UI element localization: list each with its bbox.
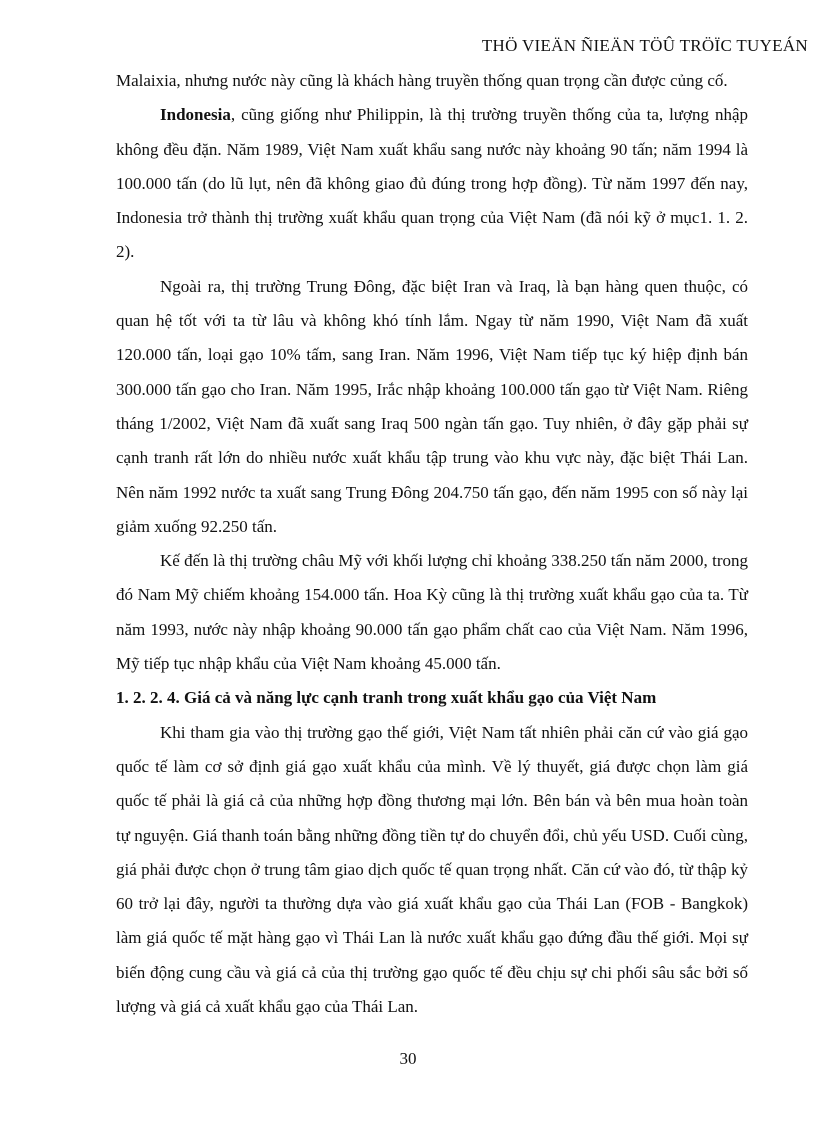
paragraph-malaixia: Malaixia, nhưng nước này cũng là khách hàng truyền thống quan trọng cần được củng cố. [116, 71, 728, 90]
paragraph-middle-east: Ngoài ra, thị trường Trung Đông, đặc biệt Iran và Iraq, là bạn hàng quen thuộc, có quan hệ tốt với ta từ lâu và không khó tính lắm. Ngay từ năm 1990, Việt Nam đã xuất 120.000 tấn, loại gạo 10% tấm, sang Iran. Năm 1996, Việt Nam tiếp tục ký hiệp định bán 300.000 tấn gạo cho Iran. Năm 1995, Irắc nhập khoảng 100.000 tấn gạo từ Việt Nam. Riêng tháng 1/2002, Việt Nam đã xuất sang Iraq 500 ngàn tấn gạo. Tuy nhiên, ở đây gặp phải sự cạnh tranh rất lớn do nhiều nước xuất khẩu tập trung vào khu vực này, đặc biệt Thái Lan. Nên năm 1992 nước ta xuất sang Trung Đông 204.750 tấn gạo, đến năm 1995 con số này lại giảm xuống 92.250 tấn. [116, 276, 748, 536]
paragraph-americas: Kế đến là thị trường châu Mỹ với khối lượng chỉ khoảng 338.250 tấn năm 2000, trong đó Nam Mỹ chiếm khoảng 154.000 tấn. Hoa Kỳ cũng là thị trường xuất khẩu gạo của ta. Từ năm 1993, nước này nhập khoảng 90.000 tấn gạo phẩm chất cao của Việt Nam. Năm 1996, Mỹ tiếp tục nhập khẩu của Việt Nam khoảng 45.000 tấn. [116, 551, 748, 674]
paragraph-indonesia-text: , cũng giống như Philippin, là thị trường truyền thống của ta, lượng nhập không đều đặn. Năm 1989, Việt Nam xuất khẩu sang nước này khoảng 90 tấn; năm 1994 là 100.000 tấn (do lũ lụt, nên đã không giao đủ đúng trong hợp đồng). Từ năm 1997 đến nay, Indonesia trở thành thị trường xuất khẩu quan trọng của Việt Nam (đã nói kỹ ở mục1. 1. 2. 2). [116, 105, 748, 262]
body-text [116, 64, 748, 1024]
page-number: 30 [399, 1049, 417, 1068]
running-header: THÖ VIEÄN ÑIEÄN TÖÛ TRÖÏC TUYEÁN [481, 36, 808, 55]
paragraph-indonesia [116, 98, 748, 269]
term-indonesia: Indonesia [160, 105, 231, 125]
section-heading: 1. 2. 2. 4. Giá cả và năng lực cạnh tranh trong xuất khẩu gạo của Việt Nam [116, 688, 657, 708]
paragraph-pricing: Khi tham gia vào thị trường gạo thế giới, Việt Nam tất nhiên phải căn cứ vào giá gạo quốc tế làm cơ sở định giá gạo xuất khẩu của mình. Về lý thuyết, giá được chọn làm giá quốc tế phải là giá cả của những hợp đồng thương mại lớn. Bên bán và bên mua hoàn toàn tự nguyện. Giá thanh toán bằng những đồng tiền tự do chuyển đổi, chủ yếu USD. Cuối cùng, giá phải được chọn ở trung tâm giao dịch quốc tế quan trọng nhất. Căn cứ vào đó, từ thập kỷ 60 trở lại đây, người ta thường dựa vào giá xuất khẩu gạo của Thái Lan (FOB - Bangkok) làm giá quốc tế mặt hàng gạo vì Thái Lan là nước xuất khẩu gạo đứng đầu thế giới. Mọi sự biến động cung cầu và giá cả của thị trường gạo quốc tế đều chịu sự chi phối sâu sắc bởi số lượng và giá cả xuất khẩu gạo của Thái Lan. [116, 722, 748, 1017]
